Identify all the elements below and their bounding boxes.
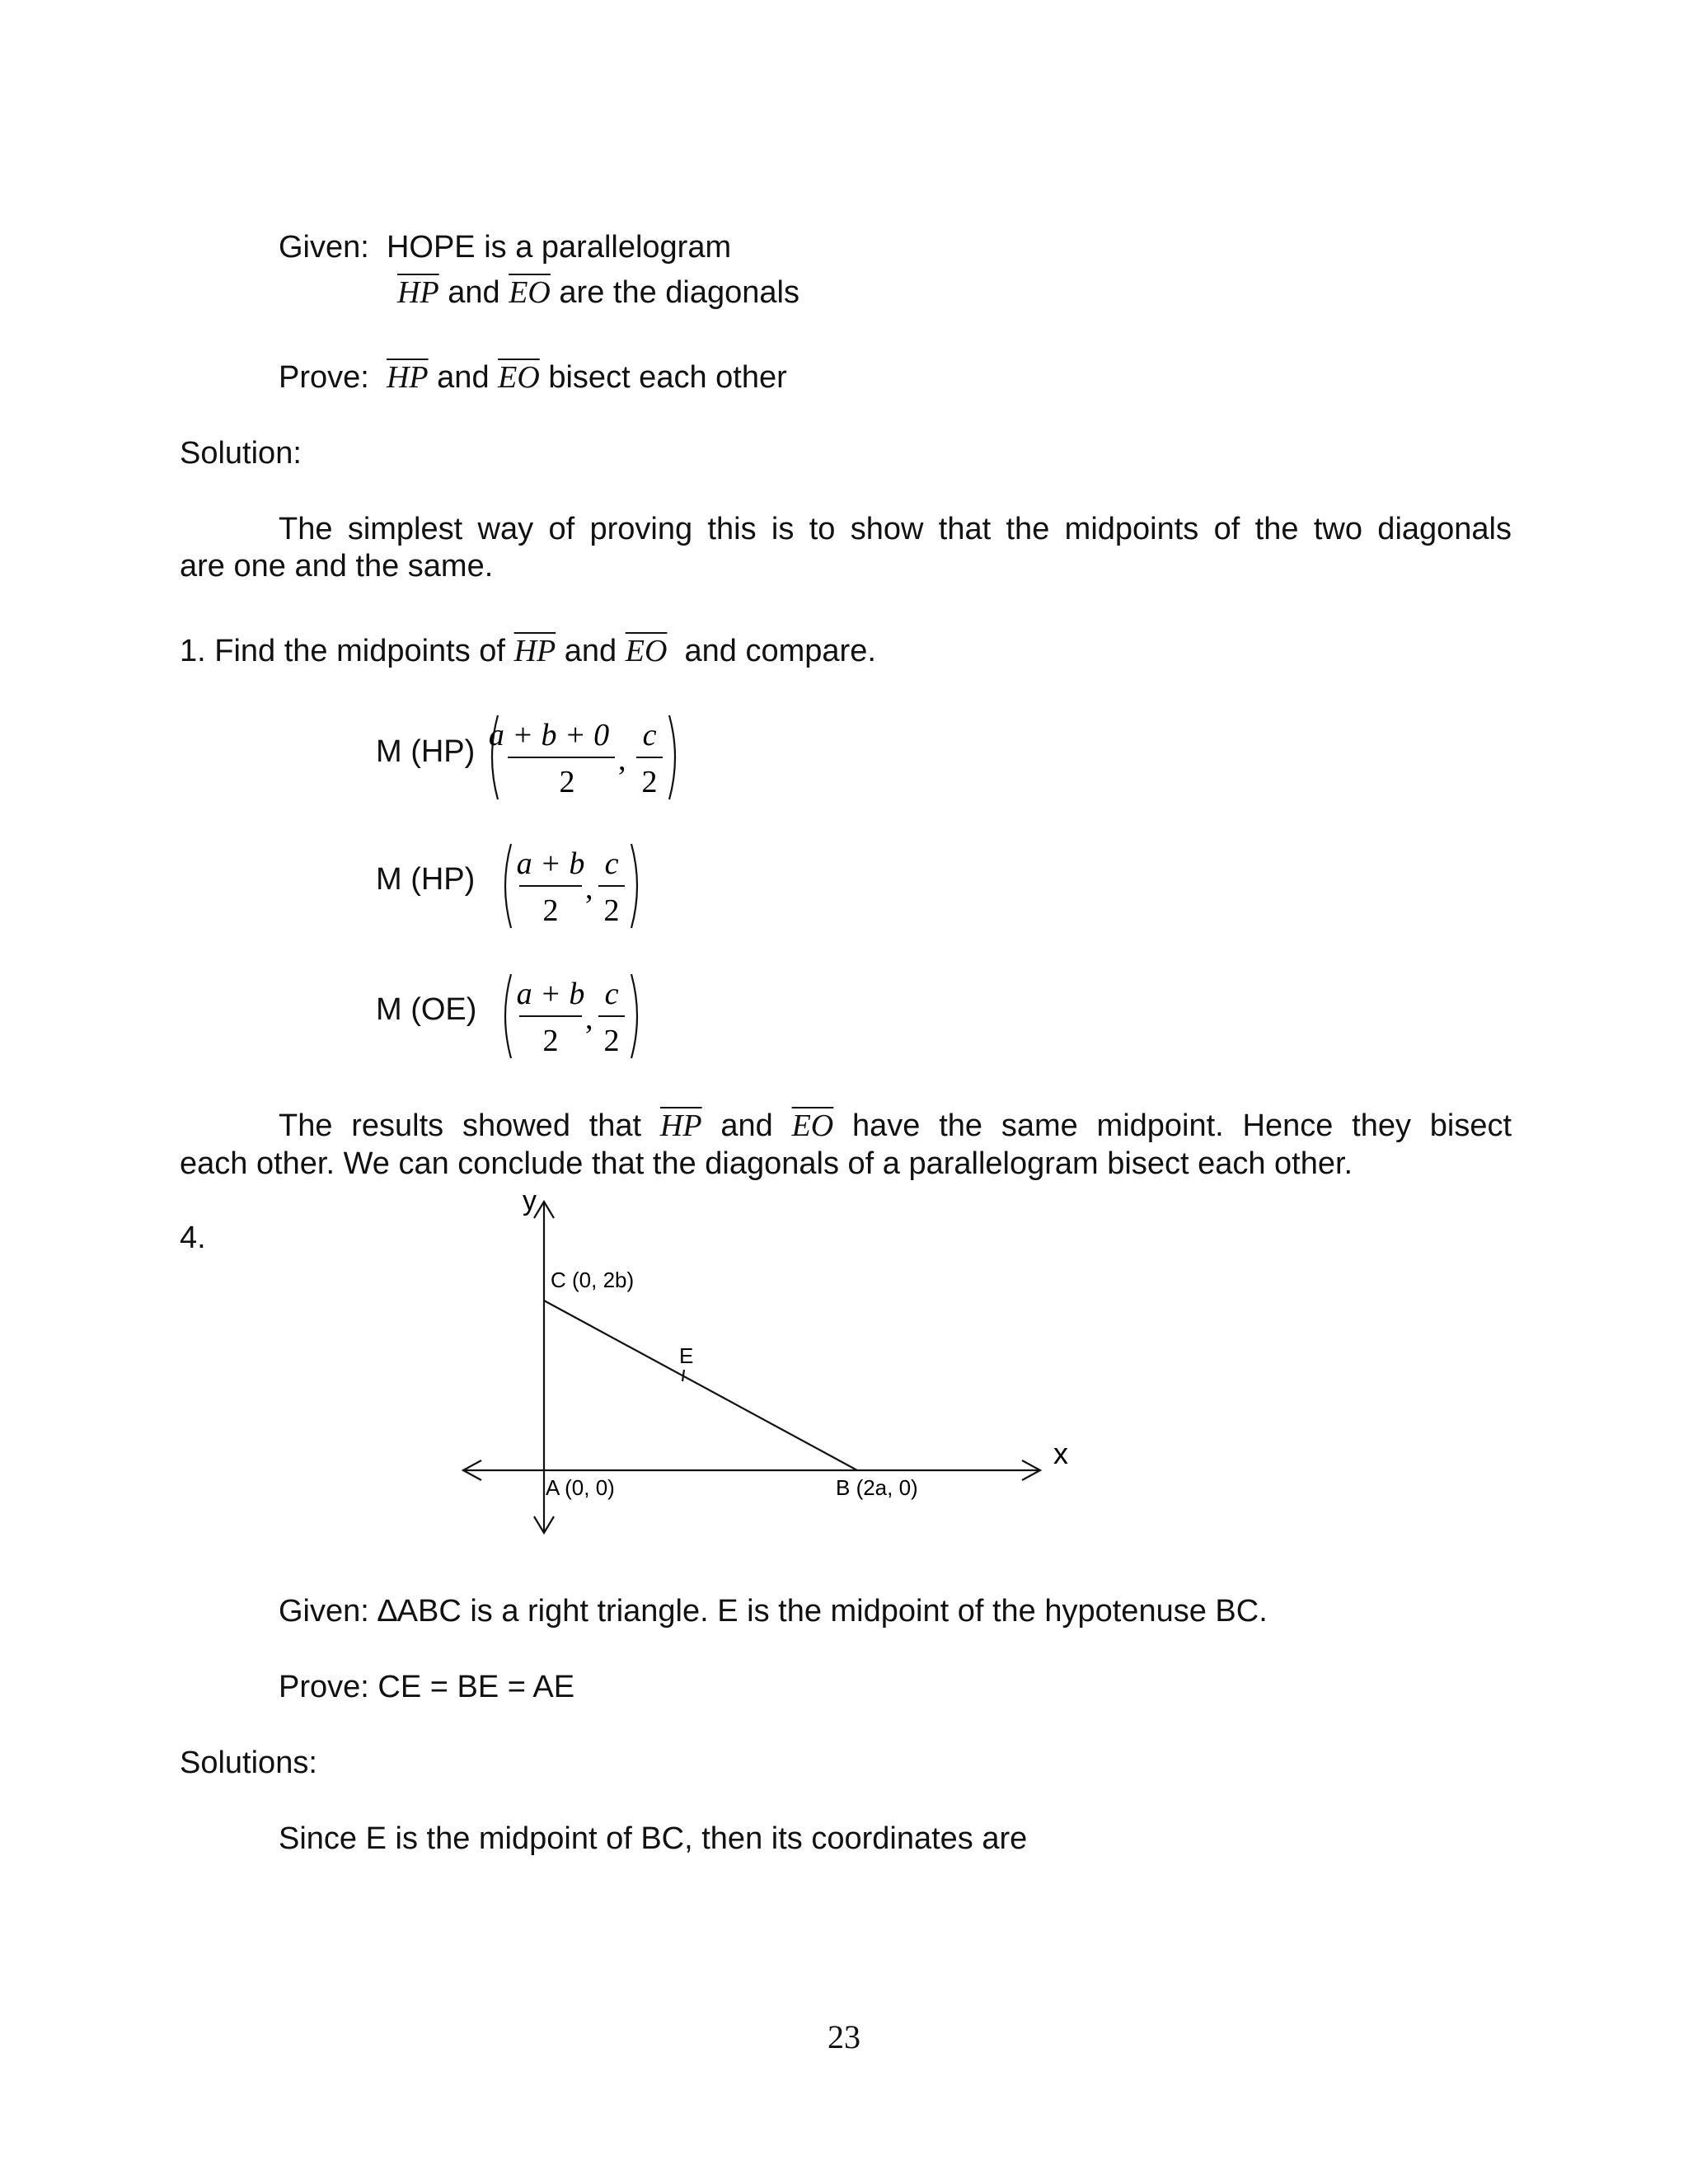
solution-heading: Solution: [180,436,302,471]
numerator-y: c [642,718,657,752]
segment-eo: $\overline{EO}$ [509,275,551,310]
given-triangle: Given: ∆ABC is a right triangle. E is the midpoint of the hypotenuse BC. [279,1594,1268,1629]
denominator-y: 2 [603,1024,620,1058]
given-statement: HOPE is a parallelogram [386,230,732,265]
point-b-label: B (2a, 0) [836,1475,918,1500]
since-text: Since E is the midpoint of BC, then its coordinates are [279,1821,1028,1856]
intro-paragraph-line2: are one and the same. [180,549,494,583]
page-number: 23 [828,2018,860,2055]
segment-hp: $\overline{HP}$ [386,360,429,395]
comma: , [618,743,626,777]
intro-paragraph-line1: The simplest way of proving this is to show that the midpoints of the two diagonals [279,512,1512,546]
triangle-figure [445,1187,1104,1549]
y-axis-label: y [523,1187,537,1216]
diagonals-text: are the diagonals [559,275,799,310]
prove-equal: Prove: CE = BE = AE [279,1670,575,1704]
prove-line [279,359,787,397]
segment-eo: $\overline{EO}$ [498,360,540,395]
midpoint-e-tick [682,1370,684,1381]
denominator-x: 2 [542,1024,559,1058]
denominator-x: 2 [542,893,559,928]
step-one [180,633,876,671]
segment-eo: $\overline{EO}$ [791,1108,834,1143]
segment-hp: $\overline{HP}$ [397,275,439,310]
midpoint-formula [499,969,648,1063]
bisect-text: bisect each other [548,360,787,395]
prove-label: Prove: [279,360,369,395]
step-one-suffix: and compare. [684,634,876,668]
midpoint-label: M (HP) [376,862,476,897]
numerator-y: c [604,977,619,1011]
given-label: Given: [279,230,369,265]
given-line [279,229,731,267]
conclusion-line1 [279,1108,1512,1146]
denominator-y: 2 [603,893,620,928]
denominator-x: 2 [559,765,575,799]
conclusion-post: have the same midpoint. Hence they bisect [852,1108,1512,1143]
denominator-y: 2 [641,765,658,799]
numerator-x: a + b [516,977,585,1011]
solutions-heading: Solutions: [180,1746,317,1780]
comma: , [585,1001,593,1036]
and-word: and [564,634,617,668]
midpoint-label: M (HP) [376,734,476,769]
conclusion-pre: The results showed that [279,1108,642,1143]
and-word: and [437,360,490,395]
and-word: and [448,275,500,310]
midpoint-label: M (OE) [376,992,477,1027]
given-diagonals-line [397,274,799,312]
midpoint-formula [486,710,684,804]
point-a-label: A (0, 0) [546,1475,615,1500]
hypotenuse-bc [544,1301,857,1470]
and-word: and [720,1108,773,1143]
x-axis-label: x [1053,1436,1068,1470]
midpoint-formula [499,839,648,933]
numerator-y: c [604,846,619,881]
conclusion-line2: each other. We can conclude that the diagonals of a parallelogram bisect each other. [180,1146,1353,1181]
point-e-label: E [679,1343,694,1368]
comma: , [585,871,593,906]
numerator-x: a + b [516,846,585,881]
point-c-label: C (0, 2b) [551,1268,635,1292]
problem-number: 4. [180,1221,206,1255]
segment-hp: $\overline{HP}$ [513,634,556,668]
numerator-x: a + b + 0 [488,718,610,752]
step-one-prefix: 1. Find the midpoints of [180,634,505,668]
segment-hp: $\overline{HP}$ [659,1108,702,1143]
segment-eo: $\overline{EO}$ [625,634,668,668]
